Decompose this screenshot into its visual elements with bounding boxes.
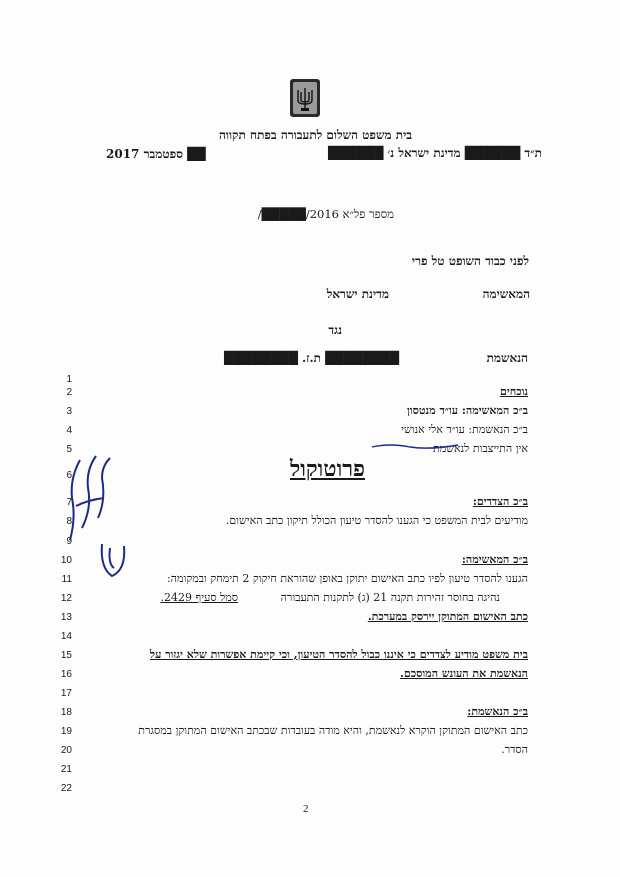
state-emblem-icon [289,78,321,118]
defendant-absent: אין התייצבות לנאשמת [432,442,528,455]
line-number: 22 [60,783,72,794]
hearing-date: ██ ספטמבר 2017 [106,147,206,161]
line-number: 20 [60,745,72,756]
line-number: 21 [60,764,72,775]
line-number: 8 [66,516,72,527]
line-number: 18 [60,707,72,718]
case-title: ת״ד ██████ מדינת ישראל נ׳ ██████ [327,146,542,160]
page-number: 2 [303,803,309,815]
defendant-name: ████████ ת.ז. ████████ [223,351,399,365]
parties-heading: ב״כ הצדדים: [472,495,528,508]
line-number: 13 [60,612,72,623]
court-name: בית משפט השלום לתעבורה בפתח תקווה [219,128,412,142]
defendant-role: הנאשמת [486,351,528,365]
judge-line: לפני כבוד השופט טל פרי [411,254,529,268]
prosecution-role: המאשימה [482,287,530,301]
line-number: 9 [66,536,72,547]
defense-statement-line1: כתב האישום המתוקן הוקרא לנאשמת, והיא מודה בעובדות שבכתב האישום המתוקן במסגרת [138,724,528,737]
line-number: 3 [66,406,72,417]
line-number: 12 [60,593,72,604]
line-number: 4 [66,425,72,436]
line-number: 15 [60,650,72,661]
present-heading: נוכחים [499,385,528,398]
line-number: 6 [66,470,72,481]
line-number: 7 [66,497,72,508]
defense-counsel: ב״כ הנאשמת: עו״ד אלי אנושי [401,423,528,436]
parties-statement: מודיעים לבית המשפט כי הגענו להסדר טיעון הכולל תיקון כתב האישום. [225,514,528,527]
defense-statement-line2: הסדר. [501,743,528,756]
line-number: 2 [66,387,72,398]
amended-offense: נהיגה בחוסר זהירות תקנה 21 (ג) לתקנות התעבורה [280,591,500,604]
underline-scribble [370,441,460,451]
line-number: 1 [66,374,72,385]
line-number: 11 [61,574,72,585]
line-number: 10 [60,555,72,566]
versus-label: נגד [328,323,342,337]
amended-indictment-note: כתב האישום המתוקן יירסק במערכת. [367,610,528,623]
line-number: 17 [60,688,72,699]
signature-handwritten [62,448,117,548]
line-number: 19 [60,726,72,737]
prosecution-name: מדינת ישראל [326,287,389,301]
section-code: סמל סעיף 2429. [160,591,238,604]
line-number: 16 [60,669,72,680]
defense-heading: ב״כ הנאשמת: [467,705,528,718]
line-number: 14 [60,631,72,642]
court-notice-line2: הנאשמת את העונש המוסכם. [400,667,528,680]
line-number: 5 [66,444,72,455]
prosecution-heading: ב״כ המאשימה: [461,553,528,566]
prosecution-counsel: ב״כ המאשימה: עו״ד מנטסון [407,404,528,417]
protocol-title: פרוטוקול [289,456,365,481]
court-notice-line1: בית משפט מודיע לצדדים כי איננו כבול להסדר הטיעון, וכי קיימת אפשרות שלא יגזור על [149,648,528,661]
file-number: מספר פל״א 2016/█████/ [257,207,394,221]
plea-agreement-text: הגענו להסדר טיעון לפיו כתב האישום יתוקן באופן שהוראת חיקוק 2 תימחק ובמקומה: [166,572,528,585]
initials-handwritten [96,538,130,582]
